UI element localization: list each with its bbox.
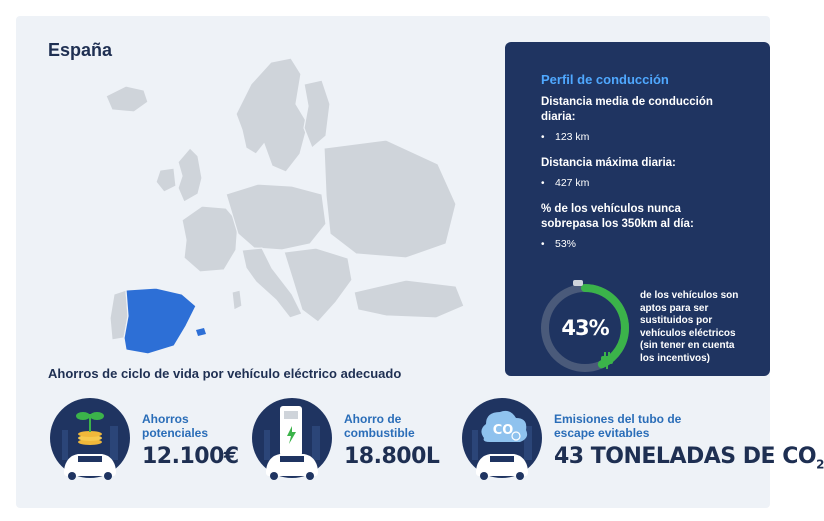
europe-map [86, 44, 476, 374]
sardinia-shape [232, 290, 242, 310]
charger-car-icon [250, 396, 334, 488]
uk-shape [178, 148, 202, 202]
metric-label: Ahorro de combustible [344, 412, 415, 440]
bullet-icon: • [541, 238, 545, 250]
gauge-percent: 43% [561, 316, 609, 340]
metric-label: Ahorros potenciales [142, 412, 209, 440]
stat-value-avg-distance [541, 131, 770, 143]
stat-value-under-350km [541, 238, 770, 250]
profile-title: Perfil de conducción [541, 72, 669, 87]
metric-value: 12.100€ [142, 444, 239, 469]
eastern-europe-shape [324, 140, 456, 258]
balearic-islands-shape [196, 328, 206, 336]
stat-label-avg-distance: Distancia media de conducción diaria: [541, 96, 713, 123]
metric-text [344, 412, 439, 469]
central-europe-shape [226, 184, 326, 250]
france-shape [182, 206, 238, 272]
stat-label-under-350km: % de los vehículos nunca sobrepasa los 350km al día: [541, 203, 694, 230]
stat-value-max-distance [541, 177, 770, 189]
savings-title: Ahorros de ciclo de vida por vehículo eléctrico adecuado [48, 366, 402, 381]
gauge-note: de los vehículos son aptos para ser sustituidos por vehículos eléctricos (sin tener en cuenta los incentivos) [640, 290, 739, 364]
turkey-shape [354, 280, 464, 318]
ireland-shape [156, 168, 176, 192]
iceland-shape [106, 86, 148, 112]
co2-cloud-car-icon [460, 396, 544, 488]
metric-value: 43 TONELADAS DE $CO_2$ [554, 444, 824, 472]
stat-value-text: 53% [555, 238, 577, 250]
spain-shape [124, 288, 196, 354]
scandinavia-shape [236, 58, 308, 172]
metric-value: 18.800L [344, 444, 440, 469]
bullet-icon: • [541, 177, 545, 189]
country-title: España [48, 40, 113, 60]
suitability-gauge [535, 278, 635, 378]
metric-text [554, 412, 824, 471]
svg-text:CO: CO [492, 423, 514, 438]
metric-label: Emisiones del tubo de escape evitables [554, 412, 682, 440]
plant-coins-car-icon [48, 396, 132, 488]
driving-profile-panel [505, 42, 770, 376]
metric-value-subscript: 2 [816, 457, 824, 472]
stat-value-text: 123 km [555, 131, 590, 143]
stat-label-max-distance: Distancia máxima diaria: [541, 157, 676, 169]
country-card [16, 16, 824, 508]
stat-value-text: 427 km [555, 177, 590, 189]
bullet-icon: • [541, 131, 545, 143]
metric-text [142, 412, 239, 469]
finland-shape [304, 80, 330, 148]
